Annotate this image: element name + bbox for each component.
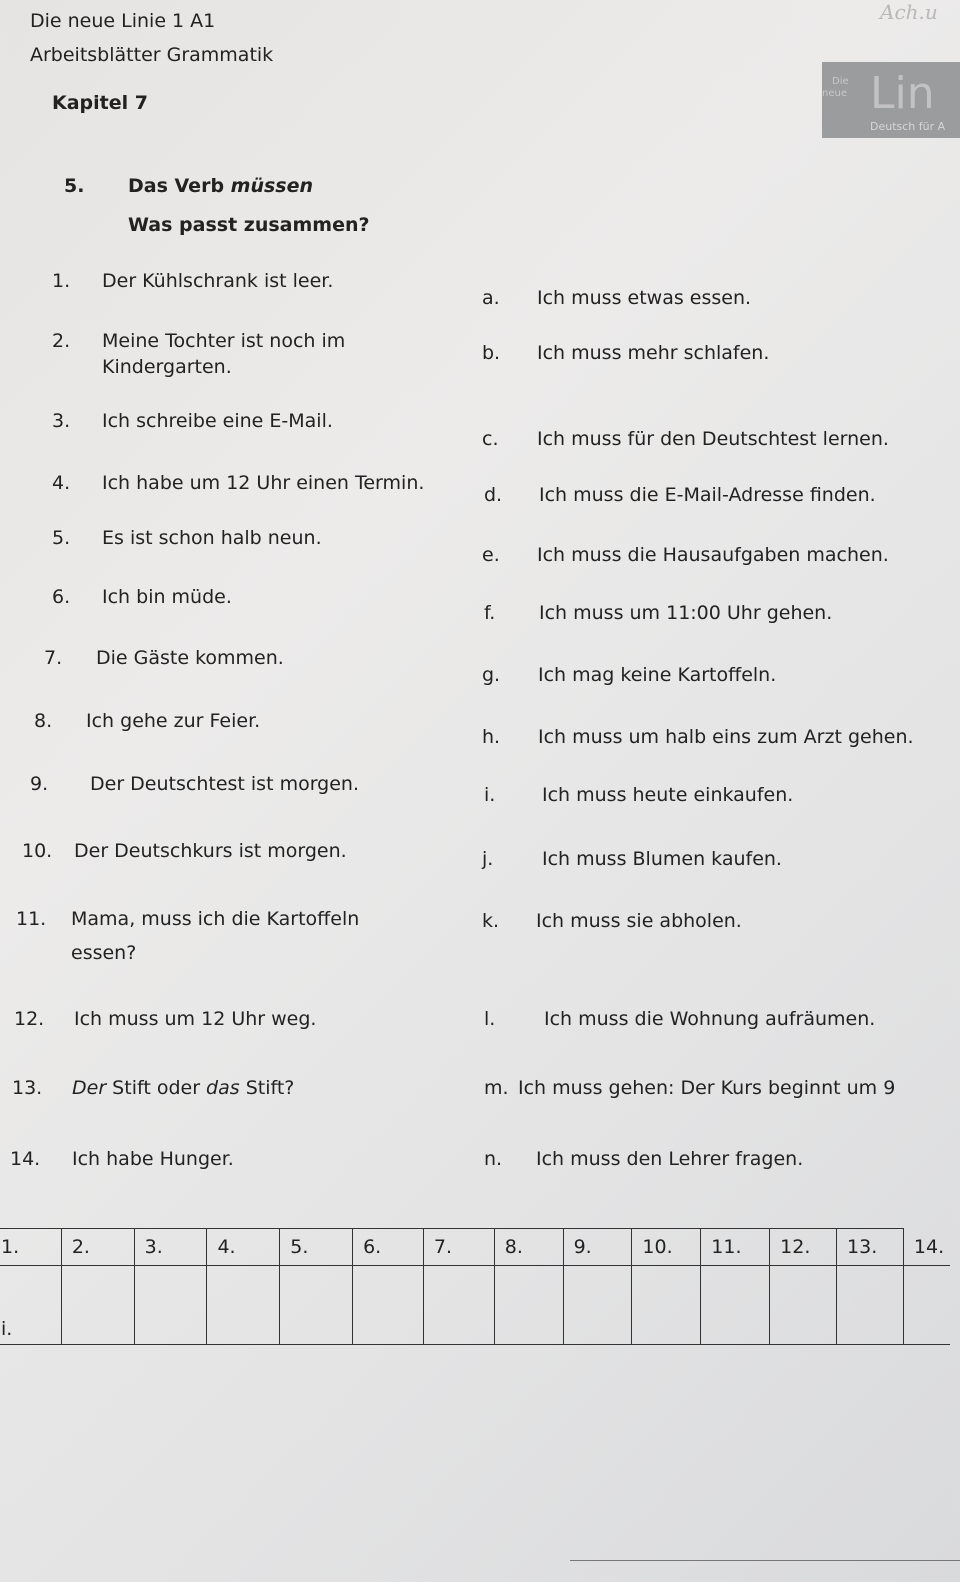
left-item — [44, 647, 284, 669]
exercise-title-prefix: Das Verb — [128, 175, 231, 197]
right-item-text: Ich muss die Hausaufgaben machen. — [537, 544, 889, 566]
answer-cell[interactable] — [280, 1266, 353, 1345]
chapter-label: Kapitel 7 — [52, 92, 148, 114]
exercise-title-verb: müssen — [230, 175, 314, 197]
answer-cell[interactable] — [494, 1266, 563, 1345]
right-item-letter: m. — [484, 1077, 509, 1099]
left-item — [52, 410, 333, 432]
right-item — [482, 910, 742, 932]
right-item — [482, 544, 889, 566]
left-item — [34, 710, 261, 732]
answer-col-header: 4. — [207, 1229, 280, 1266]
answer-col-header: 9. — [563, 1229, 632, 1266]
right-item-letter: n. — [484, 1148, 503, 1170]
left-item-number: 5. — [52, 527, 71, 549]
right-item-letter: l. — [484, 1008, 496, 1030]
exercise-title — [128, 175, 313, 197]
left-item — [52, 527, 322, 549]
right-item — [482, 848, 782, 870]
answer-cell[interactable] — [632, 1266, 701, 1345]
left-item-number: 6. — [52, 586, 71, 608]
left-item-text: Meine Tochter ist noch im — [102, 330, 346, 352]
left-item — [10, 1148, 234, 1170]
left-item — [12, 1077, 295, 1099]
right-item-letter: b. — [482, 342, 501, 364]
answer-table — [0, 1228, 950, 1345]
right-item-text: Ich muss für den Deutschtest lernen. — [537, 428, 889, 450]
answer-cell[interactable] — [134, 1266, 207, 1345]
answer-cell[interactable] — [770, 1266, 837, 1345]
answer-col-header: 10. — [632, 1229, 701, 1266]
right-item — [484, 1148, 804, 1170]
left-item-number: 2. — [52, 330, 71, 352]
answer-cell[interactable] — [353, 1266, 424, 1345]
right-item-letter: g. — [482, 664, 501, 686]
left-item-number: 4. — [52, 472, 71, 494]
article-der: Der — [72, 1077, 107, 1099]
left-item-number: 14. — [10, 1148, 41, 1170]
left-item-text-cont: essen? — [71, 942, 137, 964]
answer-col-header: 8. — [494, 1229, 563, 1266]
left-item-number: 13. — [12, 1077, 43, 1099]
left-item — [52, 270, 334, 292]
answer-cell[interactable] — [563, 1266, 632, 1345]
left-item-text: Die Gäste kommen. — [96, 647, 284, 669]
right-item — [482, 287, 752, 309]
right-item — [484, 484, 876, 506]
header-subtitle: Arbeitsblätter Grammatik — [30, 44, 274, 66]
right-item-text: Ich muss den Lehrer fragen. — [536, 1148, 804, 1170]
left-item-text: Der Deutschkurs ist morgen. — [74, 840, 347, 862]
publisher-logo — [822, 62, 960, 138]
left-item-number: 11. — [16, 908, 47, 930]
left-item-text — [72, 1077, 294, 1099]
left-item-text: Es ist schon halb neun. — [102, 527, 322, 549]
left-item — [52, 330, 346, 378]
left-item-number: 9. — [30, 773, 49, 795]
right-item-letter: h. — [482, 726, 501, 748]
right-item-letter: i. — [484, 784, 496, 806]
right-item — [484, 602, 833, 624]
right-item-text: Ich muss etwas essen. — [537, 287, 752, 309]
answer-cell[interactable] — [423, 1266, 494, 1345]
right-item — [482, 726, 914, 748]
answer-col-header: 14. — [903, 1229, 950, 1266]
answer-col-header: 3. — [134, 1229, 207, 1266]
right-item-letter: a. — [482, 287, 500, 309]
left-item-text: Ich habe Hunger. — [72, 1148, 234, 1170]
left-item — [22, 840, 347, 862]
left-item-text: Ich habe um 12 Uhr einen Termin. — [102, 472, 425, 494]
left-item-text: Ich schreibe eine E-Mail. — [102, 410, 333, 432]
left-item-number: 12. — [14, 1008, 45, 1030]
right-item-letter: e. — [482, 544, 500, 566]
article-das: das — [206, 1077, 240, 1099]
right-item-letter: k. — [482, 910, 500, 932]
right-item-letter: j. — [482, 848, 494, 870]
text-part: Stift? — [239, 1077, 295, 1099]
answer-col-header: 5. — [280, 1229, 353, 1266]
answer-col-header: 12. — [770, 1229, 837, 1266]
left-item-text: Ich muss um 12 Uhr weg. — [74, 1008, 317, 1030]
left-item-number: 8. — [34, 710, 53, 732]
answer-table-header-row — [0, 1229, 950, 1266]
right-item-text: Ich muss gehen: Der Kurs beginnt um 9 — [518, 1077, 896, 1099]
left-item-number: 3. — [52, 410, 71, 432]
right-item-text: Ich muss Blumen kaufen. — [542, 848, 782, 870]
answer-table-answer-row — [0, 1266, 950, 1345]
answer-cell[interactable] — [837, 1266, 904, 1345]
left-item-text: Der Deutschtest ist morgen. — [90, 773, 360, 795]
left-item-text: Ich gehe zur Feier. — [86, 710, 261, 732]
right-item — [482, 664, 777, 686]
exercise-instruction: Was passt zusammen? — [128, 214, 370, 236]
left-item-text-cont: Kindergarten. — [102, 356, 232, 378]
right-item-text: Ich muss heute einkaufen. — [542, 784, 794, 806]
answer-cell[interactable] — [207, 1266, 280, 1345]
right-item-text: Ich muss um 11:00 Uhr gehen. — [539, 602, 833, 624]
right-item — [484, 1008, 876, 1030]
right-item — [484, 784, 794, 806]
answer-col-header: 2. — [61, 1229, 134, 1266]
left-item — [16, 908, 360, 964]
text-part: Stift oder — [106, 1077, 207, 1099]
left-item — [52, 586, 232, 608]
left-item-number: 7. — [44, 647, 63, 669]
answer-cell[interactable]: i. — [0, 1266, 61, 1345]
header-series: Die neue Linie 1 A1 — [30, 10, 216, 32]
answer-col-header: 7. — [423, 1229, 494, 1266]
left-item — [14, 1008, 317, 1030]
left-item — [30, 773, 360, 795]
answer-cell[interactable] — [903, 1266, 950, 1345]
left-item-number: 1. — [52, 270, 71, 292]
right-item-text: Ich muss sie abholen. — [536, 910, 742, 932]
right-item-letter: c. — [482, 428, 499, 450]
right-item-text: Ich mag keine Kartoffeln. — [538, 664, 777, 686]
right-item-letter: f. — [484, 602, 496, 624]
left-item — [52, 472, 425, 494]
logo-neue-text: neue — [822, 88, 847, 99]
left-item-text: Der Kühlschrank ist leer. — [102, 270, 334, 292]
left-item-text: Ich bin müde. — [102, 586, 232, 608]
exercise-number: 5. — [64, 175, 85, 197]
answer-cell[interactable] — [61, 1266, 134, 1345]
answer-col-header: 1. — [0, 1229, 61, 1266]
logo-brand-text: Lin — [870, 68, 935, 119]
page-bottom-rule — [570, 1560, 960, 1561]
right-item-text: Ich muss um halb eins zum Arzt gehen. — [538, 726, 914, 748]
right-item — [482, 342, 770, 364]
right-item-text: Ich muss mehr schlafen. — [537, 342, 770, 364]
answer-col-header: 13. — [837, 1229, 904, 1266]
logo-subtitle: Deutsch für A — [870, 120, 946, 133]
left-item-text: Mama, muss ich die Kartoffeln — [71, 908, 360, 930]
right-item-text: Ich muss die E-Mail-Adresse finden. — [539, 484, 876, 506]
answer-col-header: 6. — [353, 1229, 424, 1266]
right-item — [484, 1077, 896, 1099]
handwriting-note: Ach.u — [880, 0, 938, 24]
right-item — [482, 428, 889, 450]
right-item-letter: d. — [484, 484, 503, 506]
logo-die-text: Die — [832, 76, 849, 87]
left-item-number: 10. — [22, 840, 53, 862]
answer-col-header: 11. — [701, 1229, 770, 1266]
answer-cell[interactable] — [701, 1266, 770, 1345]
right-item-text: Ich muss die Wohnung aufräumen. — [544, 1008, 876, 1030]
